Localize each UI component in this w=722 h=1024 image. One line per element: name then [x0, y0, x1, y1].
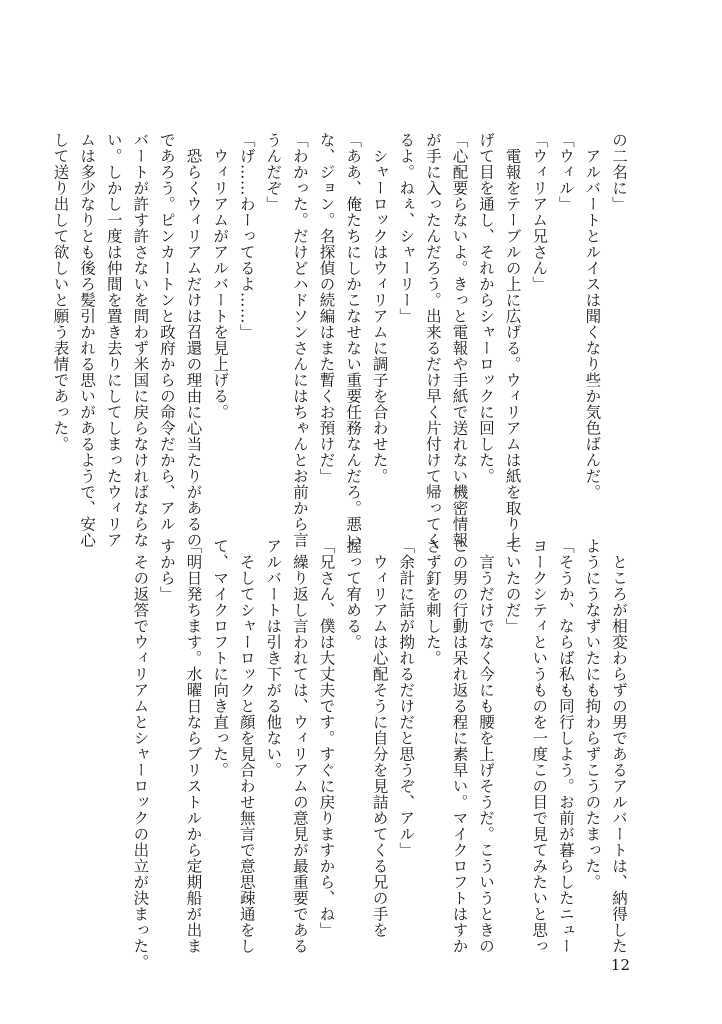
text-line: 握って宥める。 — [344, 538, 363, 650]
text-line: そしてシャーロックと顔を見合わせ無言で意思疎通をし — [237, 538, 256, 954]
text-line: ウィリアムがアルバートを見上げる。 — [211, 132, 230, 420]
text-line: シャーロックはウィリアムに調子を合わせた。 — [370, 132, 389, 484]
text-line: 「ウィル」 — [556, 132, 575, 212]
text-line: な、ジョン。名探偵の続編はまた暫くお預けだ」 — [317, 132, 336, 484]
text-line: 言うだけでなく今にも腰を上げそうだ。こういうときの — [477, 538, 496, 954]
text-line: ところが相変わらずの男であるアルバートは、納得した — [610, 538, 628, 954]
text-line: うんだぞ」 — [264, 132, 283, 212]
text-line: すから」 — [157, 538, 176, 602]
text-line: ようにうなずいたにも拘わらずこうのたまった。 — [583, 538, 602, 890]
text-line: の二名に」 — [610, 132, 628, 212]
text-line: 繰り返し言われては、ウィリアムの意見が最重要である — [290, 538, 309, 954]
text-block-top — [51, 132, 632, 548]
text-line: 「余計に話が拗れるだけだと思うぞ、アル」 — [397, 538, 416, 858]
text-line: アルバートは引き下がる他ない。 — [264, 538, 283, 778]
text-line: 「ああ、俺たちにしかこなせない重要任務なんだろ。悪い — [344, 132, 363, 548]
text-line: て、マイクロフトに向き直った。 — [211, 538, 230, 778]
text-line: ていたのだ」 — [503, 538, 522, 634]
text-line: して送り出して欲しいと願う表情であった。 — [51, 132, 70, 452]
text-line: 恐らくウィリアムだけは召還の理由に心当たりがあるの — [184, 132, 203, 548]
text-line: アルバートとルイスは聞くなり些か気色ばんだ。 — [583, 132, 602, 500]
text-line: 「兄さん、僕は大丈夫です。すぐに戻りますから、ね」 — [317, 538, 336, 938]
text-line: い。しかし一度は仲間を置き去りにしてしまったウィリア — [104, 132, 123, 548]
text-line: さず釘を刺した。 — [423, 538, 442, 666]
text-line: 「ウィリアム兄さん」 — [530, 132, 549, 292]
text-line: 「わかった。だけどハドソンさんにはちゃんとお前から言 — [290, 132, 309, 548]
text-line: ヨークシティというものを一度この目で見てみたいと思っ — [530, 538, 549, 954]
text-line: 「明日発ちます。水曜日ならブリストルから定期船が出ま — [184, 538, 203, 954]
text-line: その返答でウィリアムとシャーロックの出立が決まった。 — [131, 538, 150, 970]
text-line: 「げ……わーってるよ……」 — [237, 132, 256, 340]
text-line: この男の行動は呆れ返る程に素早い。マイクロフトはすか — [450, 538, 469, 954]
text-line: るよ。ねぇ、シャーリー」 — [397, 132, 416, 324]
text-line: 「そうか、ならば私も同行しよう。お前が暮らしたニュー — [556, 538, 575, 954]
text-line: であろう。ピンカートンと政府からの命令だから、アル — [157, 132, 176, 532]
text-line: バートが許す許さないを問わず米国に戻らなければならな — [131, 132, 150, 548]
text-line: ムは多少なりとも後ろ髪引かれる思いがあるようで、安心 — [78, 132, 97, 548]
text-line: 電報をテーブルの上に広げる。ウィリアムは紙を取り上 — [503, 132, 522, 548]
text-line: が手に入ったんだろう。出来るだけ早く片付けて帰ってく — [423, 132, 442, 548]
text-line: ウィリアムは心配そうに自分を見詰めてくる兄の手を — [370, 538, 389, 938]
page-number: 12 — [610, 956, 630, 974]
text-line: 「心配要らないよ。きっと電報や手紙で送れない機密情報 — [450, 132, 469, 548]
text-line: げて目を通し、それからシャーロックに回した。 — [477, 132, 496, 484]
